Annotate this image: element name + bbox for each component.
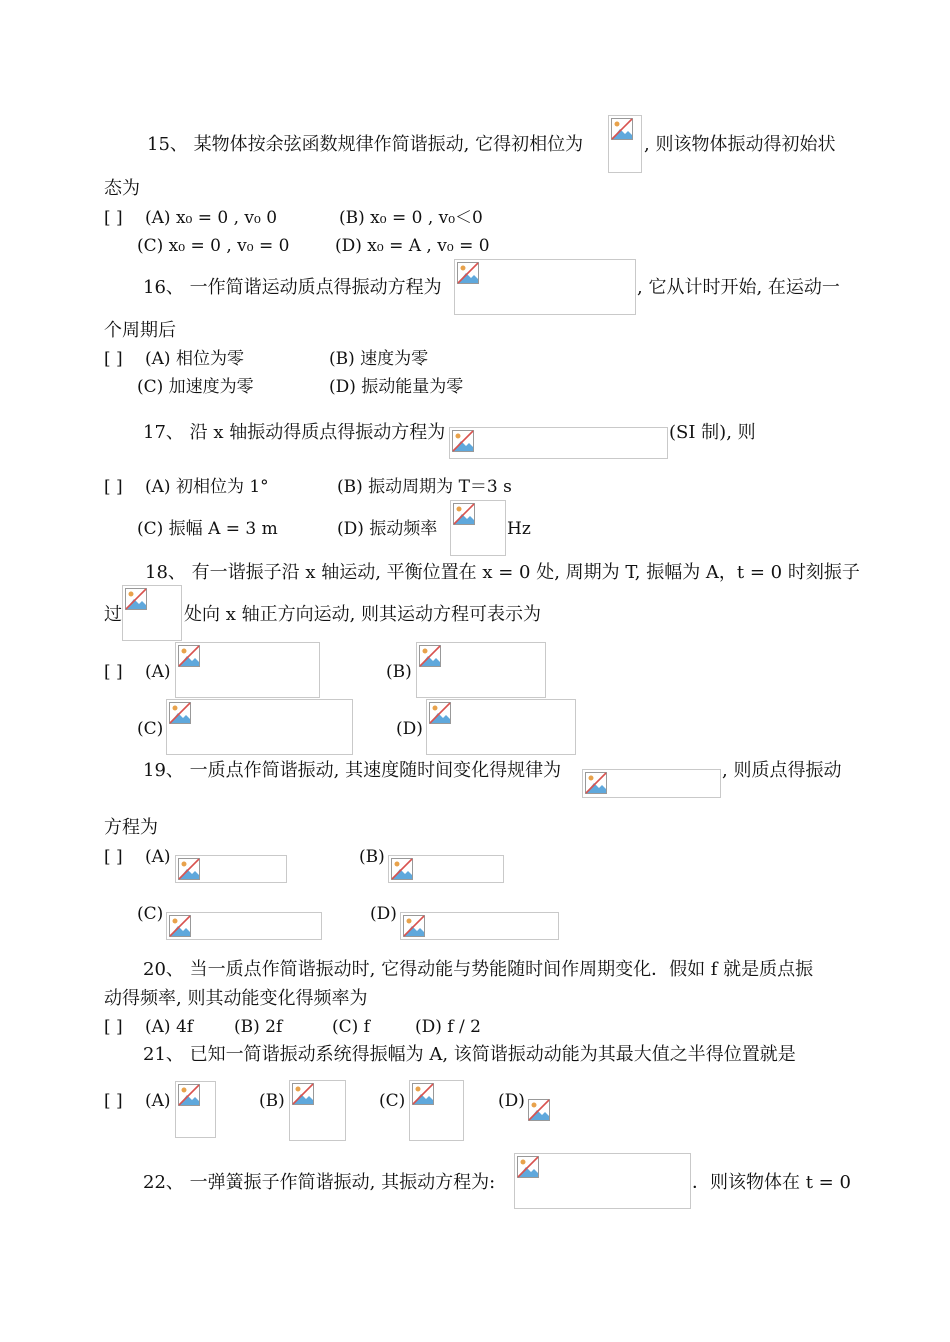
q19-option-b: (B) [359, 847, 385, 867]
q21-option-a: (A) [145, 1091, 171, 1111]
q16-stem-b: , 它从计时开始, 在运动一 [637, 277, 840, 298]
q15-option-b: (B) x₀ = 0 , v₀＜0 [339, 208, 483, 228]
q16-bracket: [ ] [104, 349, 123, 369]
q17-option-b: (B) 振动周期为 T＝3 s [337, 477, 512, 497]
q19-stem-a: 19、 一质点作简谐振动, 其速度随时间变化得规律为 [143, 760, 562, 781]
broken-image-icon [585, 772, 607, 794]
broken-image-icon [178, 858, 200, 880]
q17-stem-b: (SI 制), 则 [669, 422, 756, 443]
q15-phase-image [608, 115, 642, 173]
q15-stem-b: , 则该物体振动得初始状 [644, 134, 836, 155]
q18-bracket: [ ] [104, 662, 123, 682]
q19-stem-b: , 则质点得振动 [722, 760, 842, 781]
broken-image-icon [178, 645, 200, 667]
q15-bracket: [ ] [104, 208, 123, 228]
q21-option-c-image [409, 1080, 464, 1141]
q18-option-b: (B) [386, 662, 412, 682]
q21-bracket: [ ] [104, 1091, 123, 1111]
q17-unit: Hz [507, 519, 531, 539]
broken-image-icon [292, 1083, 314, 1105]
broken-image-icon [403, 915, 425, 937]
q16-stem-a: 16、 一作简谐运动质点得振动方程为 [143, 277, 442, 298]
broken-image-icon [457, 262, 479, 284]
q17-option-c: (C) 振幅 A = 3 m [137, 519, 278, 539]
q18-option-d: (D) [396, 719, 423, 739]
q19-velocity-image [582, 769, 721, 798]
q19-bracket: [ ] [104, 847, 123, 867]
broken-image-icon [419, 645, 441, 667]
q19-option-b-image [388, 855, 504, 883]
q16-option-d: (D) 振动能量为零 [329, 377, 464, 397]
q20-option-d: (D) f / 2 [415, 1017, 481, 1037]
q17-stem-a: 17、 沿 x 轴振动得质点得振动方程为 [143, 422, 446, 443]
broken-image-icon [412, 1083, 434, 1105]
q16-option-c: (C) 加速度为零 [137, 377, 254, 397]
q16-equation-image [454, 259, 636, 315]
broken-image-icon [528, 1099, 550, 1121]
q20-option-a: (A) 4f [145, 1017, 194, 1037]
q21-option-d-image [528, 1099, 552, 1123]
q21-option-d: (D) [498, 1091, 525, 1111]
q17-equation-image [449, 427, 668, 459]
q18-option-b-image [416, 642, 546, 698]
q20-bracket: [ ] [104, 1017, 123, 1037]
q21-option-b: (B) [259, 1091, 285, 1111]
q17-frequency-image [450, 500, 506, 556]
q18-option-a: (A) [145, 662, 171, 682]
q18-stem-a: 18、 有一谐振子沿 x 轴运动, 平衡位置在 x = 0 处, 周期为 T, 振幅为 A，t = 0 时刻振子 [145, 562, 860, 583]
q17-bracket: [ ] [104, 477, 123, 497]
q18-option-c-image [166, 699, 353, 755]
q21-option-c: (C) [379, 1091, 406, 1111]
broken-image-icon [452, 430, 474, 452]
q15-option-c: (C) x₀ = 0 , v₀ = 0 [137, 236, 290, 256]
q21-stem-a: 21、 已知一简谐振动系统得振幅为 A, 该简谐振动动能为其最大值之半得位置就是 [143, 1044, 796, 1065]
q15-option-a: (A) x₀ = 0 , v₀ 0 [145, 208, 278, 228]
q22-stem-b: ．则该物体在 t = 0 [692, 1172, 851, 1193]
q18-stem-b: 过 [104, 604, 122, 625]
broken-image-icon [169, 915, 191, 937]
q18-option-d-image [426, 699, 576, 755]
q17-option-a: (A) 初相位为 1° [145, 477, 269, 497]
q21-option-a-image [175, 1081, 216, 1138]
q19-option-c: (C) [137, 904, 164, 924]
q21-option-b-image [289, 1080, 346, 1141]
q22-stem-a: 22、 一弹簧振子作简谐振动, 其振动方程为: [143, 1172, 496, 1193]
q19-option-a-image [175, 855, 287, 883]
q20-option-b: (B) 2f [234, 1017, 283, 1037]
broken-image-icon [453, 503, 475, 525]
q19-option-a: (A) [145, 847, 171, 867]
q19-option-c-image [166, 912, 322, 940]
broken-image-icon [517, 1156, 539, 1178]
q18-stem-c: 处向 x 轴正方向运动, 则其运动方程可表示为 [184, 604, 542, 625]
q18-position-image [122, 585, 182, 641]
q16-stem-c: 个周期后 [104, 320, 176, 341]
q15-stem-a: 15、 某物体按余弦函数规律作简谐振动, 它得初相位为 [147, 134, 584, 155]
broken-image-icon [178, 1084, 200, 1106]
q19-stem-c: 方程为 [104, 817, 158, 838]
q15-stem-c: 态为 [104, 178, 140, 199]
q20-option-c: (C) f [332, 1017, 370, 1037]
broken-image-icon [125, 588, 147, 610]
q18-option-c: (C) [137, 719, 164, 739]
q16-option-a: (A) 相位为零 [145, 349, 244, 369]
q18-option-a-image [175, 642, 320, 698]
q19-option-d: (D) [370, 904, 397, 924]
q20-stem-a: 20、 当一质点作简谐振动时, 它得动能与势能随时间作周期变化．假如 f 就是质点振 [143, 959, 814, 980]
q20-stem-b: 动得频率, 则其动能变化得频率为 [104, 988, 368, 1009]
q16-option-b: (B) 速度为零 [329, 349, 429, 369]
broken-image-icon [391, 858, 413, 880]
q19-option-d-image [400, 912, 559, 940]
q17-option-d: (D) 振动频率 [337, 519, 438, 539]
broken-image-icon [169, 702, 191, 724]
broken-image-icon [611, 118, 633, 140]
q15-option-d: (D) x₀ = A , v₀ = 0 [335, 236, 490, 256]
broken-image-icon [429, 702, 451, 724]
q22-equation-image [514, 1153, 691, 1209]
